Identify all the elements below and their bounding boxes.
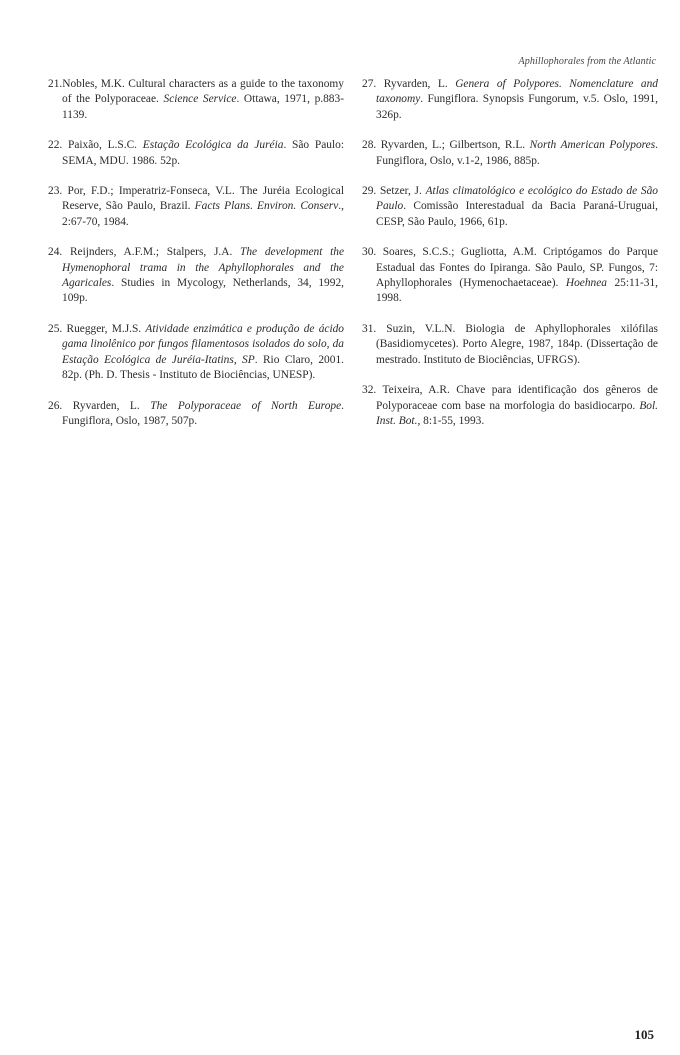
reference-entry: 26. Ryvarden, L. The Polyporaceae of North Europe. Fungiflora, Oslo, 1987, 507p.	[48, 399, 344, 427]
references-columns	[48, 77, 658, 444]
reference-entry: 24. Reijnders, A.F.M.; Stalpers, J.A. The development the Hymenophoral trama in the Aphyllophorales and the Agaricales. Studies in Mycology, Netherlands, 34, 1992, 109p.	[48, 246, 345, 305]
reference-entry: 28. Ryvarden, L.; Gilbertson, R.L. North American Polypores. Fungiflora, Oslo, v.1-2, 1986, 885p.	[362, 139, 658, 167]
reference-entry: 25. Ruegger, M.J.S. Atividade enzimática e produção de ácido gama linolênico por fungos filamentosos isolados do solo, da Estação Ecológica de Juréia-Itatins, SP. Rio Claro, 2001. 82p. (Ph. D. Thesis - Instituto de Biociências, UNESP).	[48, 322, 344, 382]
reference-entry: 22. Paixão, L.S.C. Estação Ecológica da Juréia. São Paulo: SEMA, MDU. 1986. 52p.	[48, 139, 344, 167]
reference-entry: 23. Por, F.D.; Imperatriz-Fonseca, V.L. The Juréia Ecological Reserve, São Paulo, Brazil. Facts Plans. Environ. Conserv., 2:67-70, 1984.	[48, 185, 344, 228]
running-header: Aphillophorales from the Atlantic	[518, 56, 656, 67]
page-number: 105	[634, 1027, 654, 1042]
reference-entry: 27. Ryvarden, L. Genera of Polypores. Nomenclature and taxonomy. Fungiflora. Synopsis Fungorum, v.5. Oslo, 1991, 326p.	[362, 78, 659, 121]
references-right-column	[362, 77, 658, 444]
reference-entry: 30. Soares, S.C.S.; Gugliotta, A.M. Criptógamos do Parque Estadual das Fontes do Ipiranga. São Paulo, SP. Fungos, 7: Aphyllophorales (Hymenochaetaceae). Hoehnea 25:11-31, 1998.	[362, 246, 658, 305]
references-left-column	[48, 77, 344, 444]
reference-entry: 31. Suzin, V.L.N. Biologia de Aphyllophorales xilófilas (Basidiomycetes). Porto Alegre, 1987, 184p. (Dissertação de mestrado. Instituto de Biociências, UFRGS).	[362, 322, 658, 366]
reference-entry: 21.Nobles, M.K. Cultural characters as a guide to the taxonomy of the Polyporaceae. Science Service. Ottawa, 1971, p.883-1139.	[48, 78, 344, 121]
reference-entry: 32. Teixeira, A.R. Chave para identificação dos gêneros de Polyporaceae com base na morfologia do basidiocarpo. Bol. Inst. Bot., 8:1-55, 1993.	[362, 384, 658, 427]
reference-entry: 29. Setzer, J. Atlas climatológico e ecológico do Estado de São Paulo. Comissão Interestadual da Bacia Paraná-Uruguai, CESP, São Paulo, 1966, 61p.	[362, 185, 658, 228]
